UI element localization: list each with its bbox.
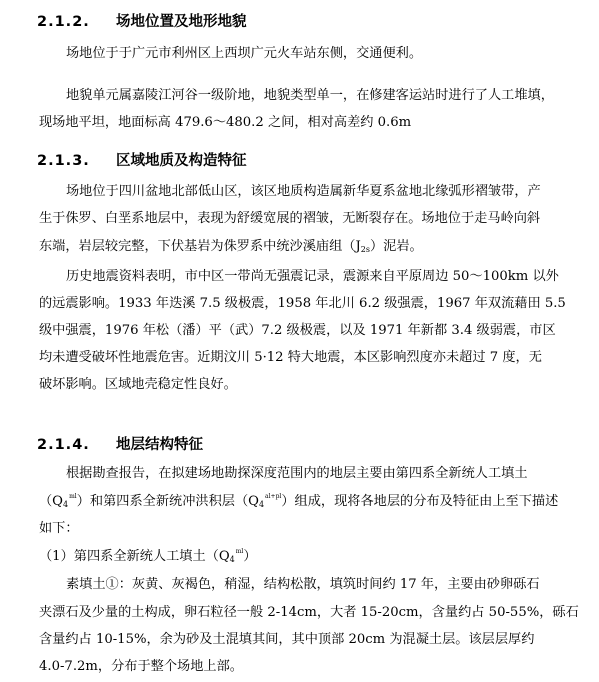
paragraph-line: 含量约占 10-15%，余为砂及土混填其间，其中顶部 20cm 为混凝土层。该层层厚约 — [39, 632, 535, 647]
q-subscript: 4 — [229, 555, 235, 564]
paragraph-line: 历史地震资料表明，市中区一带尚无强震记录，震源来自平原周边 50～100km 以外 — [66, 269, 559, 284]
paragraph-line: 的远震影响。1933 年迭溪 7.5 级极震，1958 年北川 6.2 级强震，1967 年双流藉田 5.5 — [39, 296, 566, 311]
q-subscript: 4 — [63, 500, 69, 509]
paragraph-line: 素填土①：灰黄、灰褐色，稍湿，结构松散，填筑时间约 17 年，主要由砂卵砾石 — [66, 577, 540, 592]
section-heading-2-1-3 — [37, 149, 247, 170]
q-subscript: 4 — [258, 500, 265, 509]
paragraph-line: 如下： — [39, 521, 79, 536]
paragraph-line: 根据勘查报告，在拟建场地勘探深度范围内的地层主要由第四系全新统人工填土 — [66, 466, 528, 481]
section-heading-2-1-2 — [37, 10, 247, 31]
section-title: 场地位置及地形地貌 — [116, 14, 247, 30]
q-superscript: ml — [235, 548, 244, 555]
paragraph-line: 破坏影响。区域地壳稳定性良好。 — [39, 377, 237, 392]
paragraph-line: 均未遭受破坏性地震危害。近期汶川 5·12 特大地震，本区影响烈度亦未超过 7 度，无 — [39, 350, 542, 365]
section-number: 2.1.2. — [37, 14, 90, 30]
paragraph-line — [39, 240, 423, 254]
section-number: 2.1.3. — [37, 153, 90, 169]
paragraph-line: 地貌单元属嘉陵江河谷一级阶地，地貌类型单一，在修建客运站时进行了人工堆填， — [66, 88, 554, 103]
paragraph-line: $(Q_4^{ml})$和第四系全新统冲洪积层$(Q_4^{al+pl})$组成，现将各地层的分布及特征由上至下描述 — [39, 493, 559, 509]
formation-text: 东端，岩层较完整，下伏基岩为侏罗系中统沙溪庙组（J — [39, 239, 361, 254]
section-title: 地层结构特征 — [116, 437, 203, 453]
formation-subscript: 2s — [360, 245, 370, 254]
paragraph-line: 现场地平坦，地面标高 479.6～480.2 之间，相对高差约 0.6m — [39, 115, 412, 130]
paragraph-line: 夹漂石及少量的土构成，卵石粒径一般 2-14cm，大者 15-20cm，含量约占 50-55%，砾石 — [39, 605, 579, 620]
paragraph-line: 场地位于四川盆地北部低山区，该区地质构造属新华夏系盆地北缘弧形褶皱带，产 — [66, 184, 541, 199]
q-superscript: al+pl — [265, 493, 282, 500]
subheading-line: （1）第四系全新统人工填土$(Q_4^{ml})$ — [39, 548, 257, 564]
section-title: 区域地质及构造特征 — [116, 153, 247, 169]
paragraph-line: 场地位于于广元市利州区上西坝广元火车站东侧，交通便利。 — [66, 46, 423, 61]
paragraph-line: 级中强震，1976 年松（潘）平（武）7.2 级极震，以及 1971 年新都 3.4 级弱震，市区 — [39, 323, 556, 338]
formation-tail: ）泥岩。 — [370, 239, 423, 254]
q-superscript: ml — [69, 493, 77, 500]
paragraph-line: 4.0-7.2m，分布于整个场地上部。 — [39, 659, 243, 674]
paragraph-line: 生于侏罗、白垩系地层中，表现为舒缓宽展的褶皱，无断裂存在。场地位于走马岭向斜 — [39, 211, 541, 226]
section-number: 2.1.4. — [37, 437, 90, 453]
section-heading-2-1-4 — [37, 433, 203, 454]
